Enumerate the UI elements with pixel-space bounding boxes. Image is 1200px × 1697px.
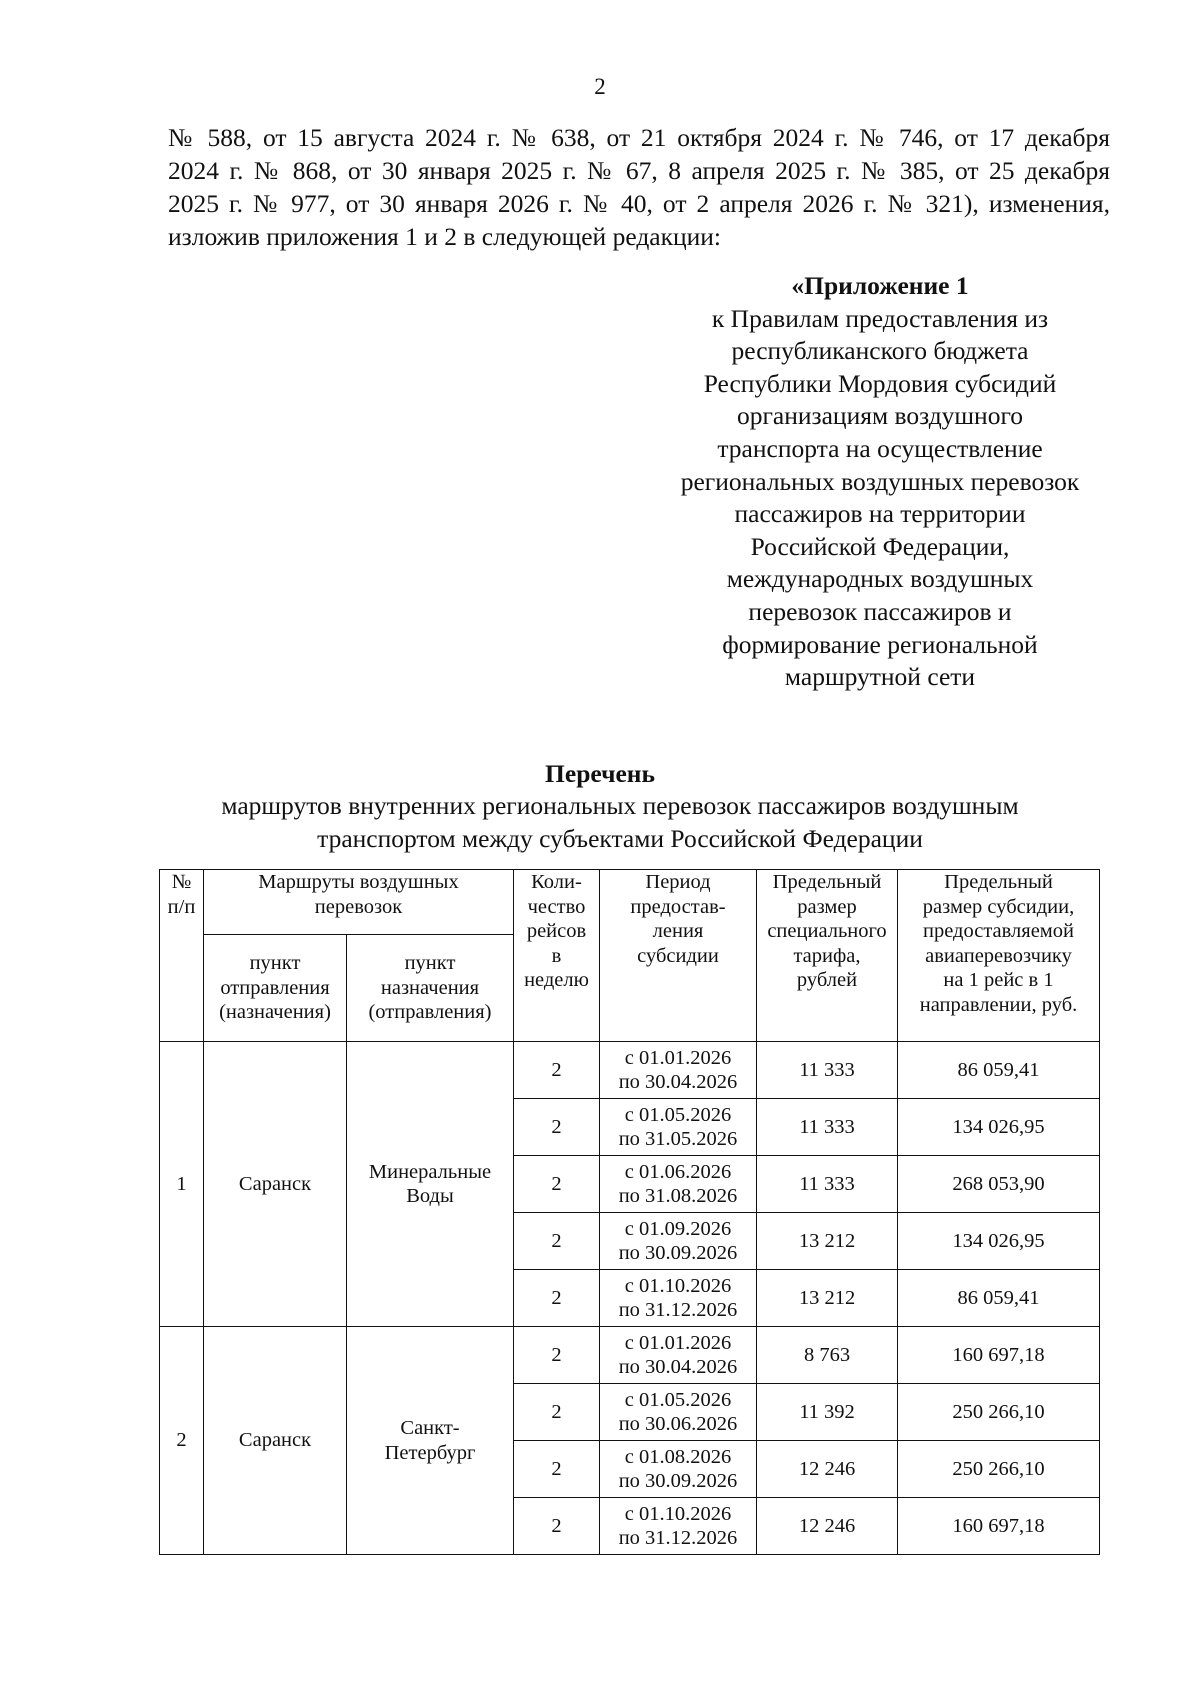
routes-table [159, 869, 1100, 1555]
list-subtitle [0, 790, 1200, 855]
period-cell: с 01.01.2026 по 30.04.2026 [600, 1042, 757, 1099]
route-num: 1 [160, 1042, 204, 1327]
header-num: № п/п [160, 870, 204, 1042]
intro-line: 2024 г. № 868, от 30 января 2025 г. № 67, 8 апреля 2025 г. № 385, от 25 декабря [168, 156, 1110, 185]
header-departure: пункт отправления (назначения) [204, 935, 347, 1042]
period-cell: с 01.06.2026 по 31.08.2026 [600, 1156, 757, 1213]
tariff-cell: 13 212 [757, 1270, 898, 1327]
route-arrival: Минеральные Воды [347, 1042, 514, 1327]
table-row [160, 1327, 1100, 1384]
flights-cell: 2 [514, 1099, 600, 1156]
tariff-cell: 11 333 [757, 1156, 898, 1213]
period-cell: с 01.10.2026 по 31.12.2026 [600, 1270, 757, 1327]
flights-cell: 2 [514, 1384, 600, 1441]
flights-cell: 2 [514, 1213, 600, 1270]
appendix-line: к Правилам предоставления из [711, 303, 1049, 333]
appendix-line: организациям воздушного [736, 401, 1024, 431]
tariff-cell: 8 763 [757, 1327, 898, 1384]
intro-line: 2025 г. № 977, от 30 января 2026 г. № 40, от 2 апреля 2026 г. № 321), изменения, [168, 189, 1110, 218]
list-title: Перечень [545, 759, 655, 788]
intro-line: изложив приложения 1 и 2 в следующей редакции: [168, 222, 722, 251]
header-routes: Маршруты воздушных перевозок [204, 870, 514, 935]
intro-line: № 588, от 15 августа 2024 г. № 638, от 21 октября 2024 г. № 746, от 17 декабря [168, 123, 1110, 152]
flights-cell: 2 [514, 1498, 600, 1555]
tariff-cell: 12 246 [757, 1441, 898, 1498]
header-arrival: пункт назначения (отправления) [347, 935, 514, 1042]
route-arrival: Санкт- Петербург [347, 1327, 514, 1555]
flights-cell: 2 [514, 1270, 600, 1327]
subsidy-cell: 250 266,10 [898, 1384, 1100, 1441]
subsidy-cell: 86 059,41 [898, 1042, 1100, 1099]
list-subtitle-line: маршрутов внутренних региональных перевозок пассажиров воздушным [221, 791, 1019, 820]
subsidy-cell: 160 697,18 [898, 1498, 1100, 1555]
flights-cell: 2 [514, 1042, 600, 1099]
header-tariff: Предельный размер специального тарифа, рублей [757, 870, 898, 1042]
appendix-line: формирование региональной [722, 629, 1038, 659]
period-cell: с 01.08.2026 по 30.09.2026 [600, 1441, 757, 1498]
header-flights: Коли- чество рейсов в неделю [514, 870, 600, 1042]
tariff-cell: 11 392 [757, 1384, 898, 1441]
appendix-line: региональных воздушных перевозок [680, 466, 1080, 496]
period-cell: с 01.10.2026 по 31.12.2026 [600, 1498, 757, 1555]
subsidy-cell: 134 026,95 [898, 1099, 1100, 1156]
header-subsidy: Предельный размер субсидии, предоставляемой авиаперевозчику на 1 рейс в 1 направлении, руб. [898, 870, 1100, 1042]
header-period: Период предостав- ления субсидии [600, 870, 757, 1042]
list-subtitle-line: транспортом между субъектами Российской Федерации [317, 823, 923, 853]
appendix-line: транспорта на осуществление [717, 433, 1043, 463]
intro-paragraph [168, 121, 1110, 253]
subsidy-cell: 160 697,18 [898, 1327, 1100, 1384]
tariff-cell: 11 333 [757, 1042, 898, 1099]
period-cell: с 01.05.2026 по 31.05.2026 [600, 1099, 757, 1156]
page-number: 2 [594, 74, 606, 99]
subsidy-cell: 268 053,90 [898, 1156, 1100, 1213]
appendix-line: международных воздушных [726, 564, 1034, 594]
appendix-heading: «Приложение 1 [791, 271, 969, 300]
flights-cell: 2 [514, 1327, 600, 1384]
table-header-row [160, 870, 1100, 935]
subsidy-cell: 86 059,41 [898, 1270, 1100, 1327]
period-cell: с 01.09.2026 по 30.09.2026 [600, 1213, 757, 1270]
subsidy-cell: 134 026,95 [898, 1213, 1100, 1270]
route-departure: Саранск [204, 1327, 347, 1555]
tariff-cell: 12 246 [757, 1498, 898, 1555]
subsidy-cell: 250 266,10 [898, 1441, 1100, 1498]
appendix-header [640, 270, 1120, 694]
route-num: 2 [160, 1327, 204, 1555]
flights-cell: 2 [514, 1441, 600, 1498]
appendix-line: Российской Федерации, [750, 531, 1010, 561]
appendix-line: маршрутной сети [784, 662, 976, 692]
table-row [160, 1042, 1100, 1099]
tariff-cell: 11 333 [757, 1099, 898, 1156]
appendix-line: Республики Мордовия субсидий [703, 368, 1057, 398]
tariff-cell: 13 212 [757, 1213, 898, 1270]
flights-cell: 2 [514, 1156, 600, 1213]
route-departure: Саранск [204, 1042, 347, 1327]
period-cell: с 01.01.2026 по 30.04.2026 [600, 1327, 757, 1384]
period-cell: с 01.05.2026 по 30.06.2026 [600, 1384, 757, 1441]
appendix-line: перевозок пассажиров и [748, 596, 1012, 626]
appendix-line: республиканского бюджета [731, 336, 1029, 366]
appendix-line: пассажиров на территории [734, 499, 1026, 529]
